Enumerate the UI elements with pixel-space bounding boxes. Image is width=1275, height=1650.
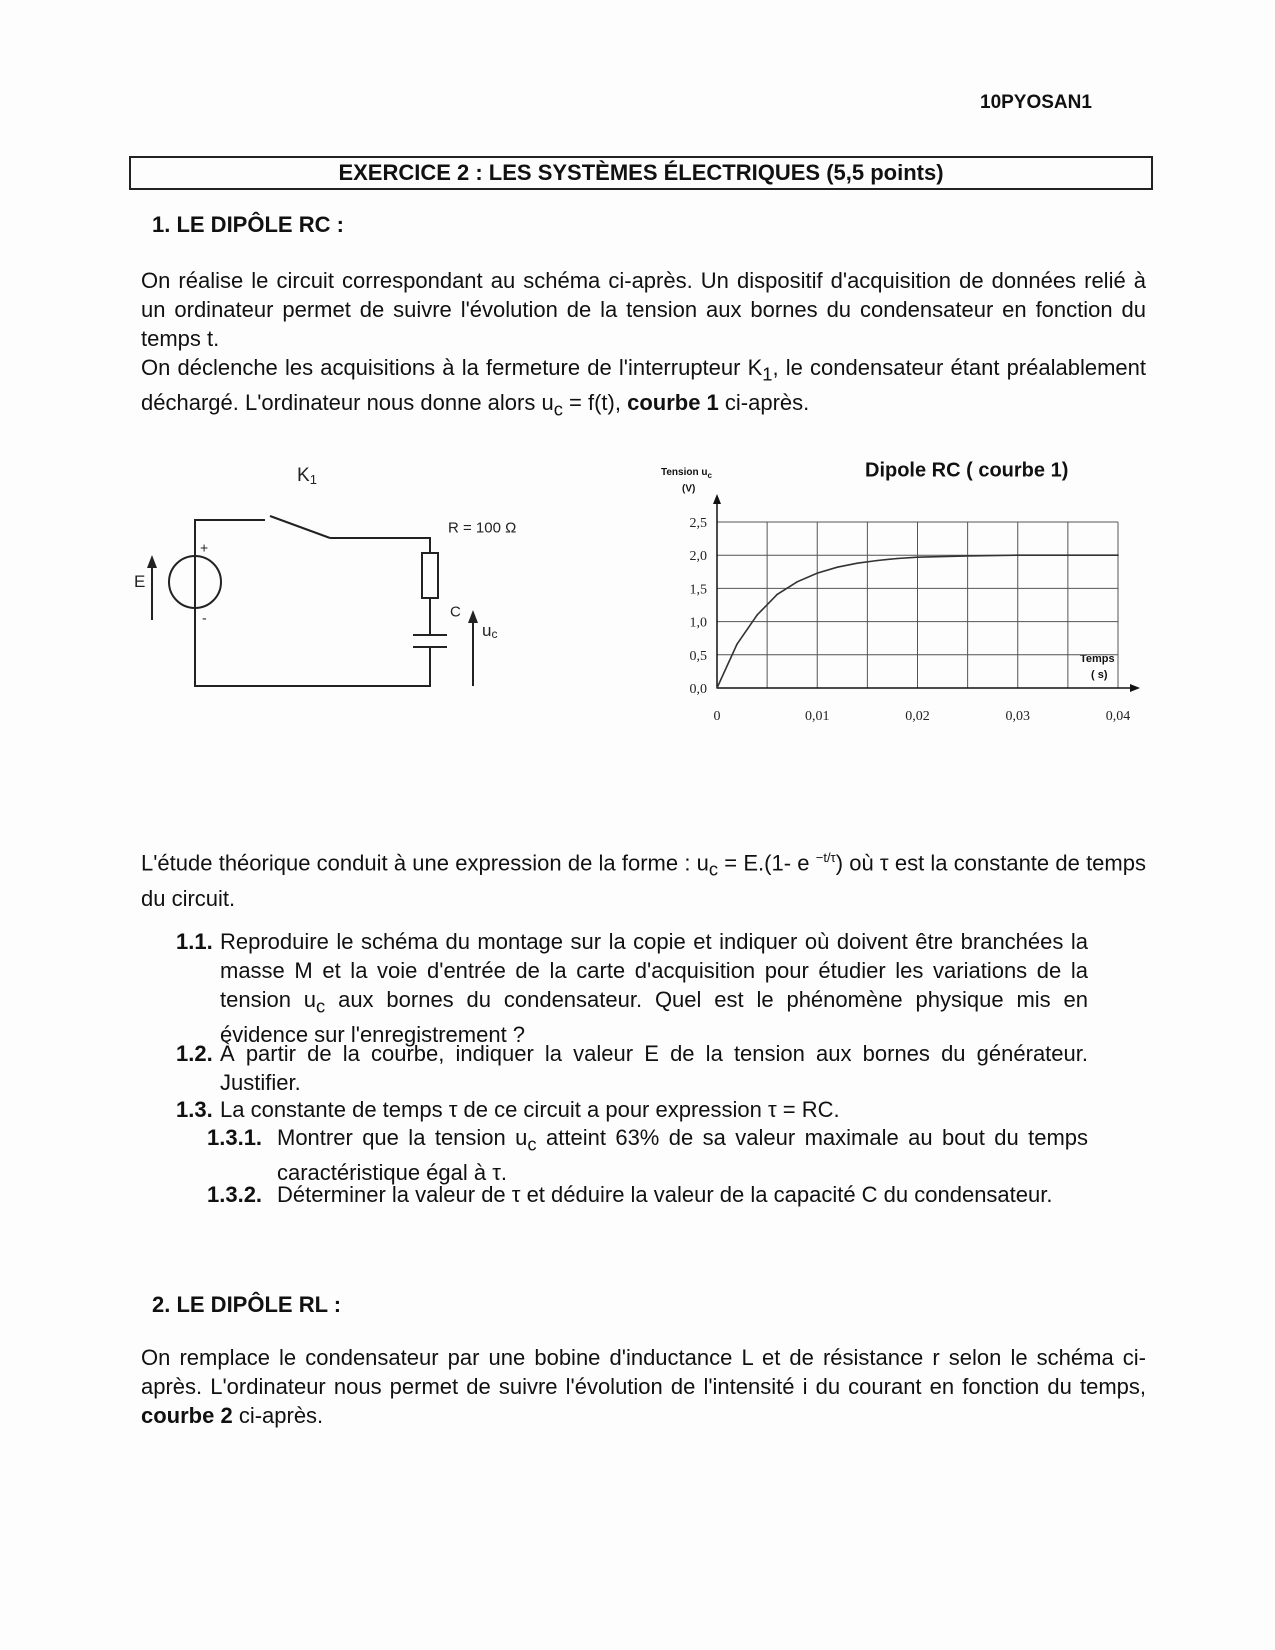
question-1-3: La constante de temps τ de ce circuit a pour expression τ = RC. [220,1097,840,1122]
x-tick-label: 0 [713,709,721,724]
section-2-title: 2. LE DIPÔLE RL : [152,1292,342,1317]
data-point [917,556,919,558]
x-tick-label: 0,03 [1005,709,1030,724]
exercise-title: EXERCICE 2 : LES SYSTÈMES ÉLECTRIQUES (5,5 points) [129,156,1153,190]
uc-arrow-head [468,610,478,623]
y-axis-unit: (V) [682,483,696,495]
x-tick-label: 0,02 [905,709,930,724]
capacitor-label: C [450,603,461,621]
y-tick-label: 0,5 [689,648,707,664]
data-point [716,687,718,689]
x-axis-arrow [1130,684,1140,692]
data-point [1017,554,1019,556]
question-1-3-number: 1.3. [176,1097,213,1122]
question-1-1: Reproduire le schéma du montage sur la copie et indiquer où doivent être branchées la masse M et la voie d'entrée de la carte d'acquisition pour étudier les variations de la tension $u_c$ aux bornes du condensateur. Quel est le phénomène physique mis en évidence sur l'enregistrement ? [220,929,1088,1048]
data-point [967,555,969,557]
x-tick-label: 0,01 [805,709,830,724]
source-label: E [134,572,146,591]
data-point [756,614,758,616]
question-1-1-number: 1.1. [176,929,213,954]
y-tick-label: 0,0 [689,682,707,697]
data-point [816,572,818,574]
y-tick-label: 1,0 [689,615,707,631]
question-1-3-1-number: 1.3.1. [207,1125,263,1150]
data-point [877,560,879,562]
data-point [736,643,738,645]
section-1-intro [141,266,1146,424]
section-1-title: 1. LE DIPÔLE RC : [152,212,344,237]
x-axis-unit: ( s) [1091,669,1108,682]
page-code: 10PYOSAN1 [980,92,1092,113]
data-point [837,566,839,568]
question-1-2-number: 1.2. [176,1041,213,1066]
rc-chart [655,455,1155,740]
question-1-3-2: Déterminer la valeur de τ et déduire la valeur de la capacité C du condensateur. [277,1182,1053,1207]
section-2-intro: On remplace le condensateur par une bobine d'inductance L et de résistance r selon le schéma ci-après. L'ordinateur nous permet de suivre l'évolution de l'intensité i du courant en fonction du temps, courbe 2 ci-après. [141,1345,1146,1428]
x-tick-label: 0,04 [1105,709,1131,724]
source-minus-label: - [202,609,207,626]
intro-paragraph-2: On déclenche les acquisitions à la fermeture de l'interrupteur $K_1$, le condensateur étant préalablement déchargé. L'ordinateur nous donne alors $u_c = f(t)$, courbe 1 ci-après. [141,355,1146,420]
question-1-3-1: Montrer que la tension $u_c$ atteint 63% de sa valeur maximale au bout du temps caractéristique égal à τ. [277,1125,1088,1186]
rc-circuit-diagram [130,460,580,720]
switch-blade [270,516,330,538]
y-tick-label: 1,5 [689,582,707,598]
y-tick-label: 2,5 [689,516,707,531]
y-axis-label: Tension $u_c$ [661,467,712,480]
data-point [857,562,859,564]
resistor-label: R = 100 Ω [448,519,517,537]
question-1-3-2-number: 1.3.2. [207,1182,263,1207]
y-axis-arrow [713,494,721,504]
circuit-wire-bottom [195,608,430,686]
data-point [897,558,899,560]
source-plus-label: + [200,539,209,556]
circuit-wire-top-right [330,538,430,553]
switch-label: $K_1$ [297,464,317,487]
uc-label: $u_c$ [482,621,498,641]
chart-title: Dipole RC ( courbe 1) [865,459,1069,482]
data-point [776,594,778,596]
x-axis-label: Temps [1080,653,1115,666]
question-1-2: À partir de la courbe, indiquer la valeur E de la tension aux bornes du générateur. Justifier. [220,1041,1088,1095]
intro-paragraph-1: On réalise le circuit correspondant au schéma ci-après. Un dispositif d'acquisition de données relié à un ordinateur permet de suivre l'évolution de la tension aux bornes du condensateur en fonction du temps t. [141,268,1146,351]
data-point [796,581,798,583]
theory-paragraph: L'étude théorique conduit à une expression de la forme : $u_c = E.(1-$ e $^{-t/\tau}$) où τ est la constante de temps du circuit. [141,850,1146,911]
data-point [1117,554,1119,556]
source-arrow-head [147,555,157,568]
resistor [422,553,438,598]
y-tick-label: 2,0 [689,549,707,565]
